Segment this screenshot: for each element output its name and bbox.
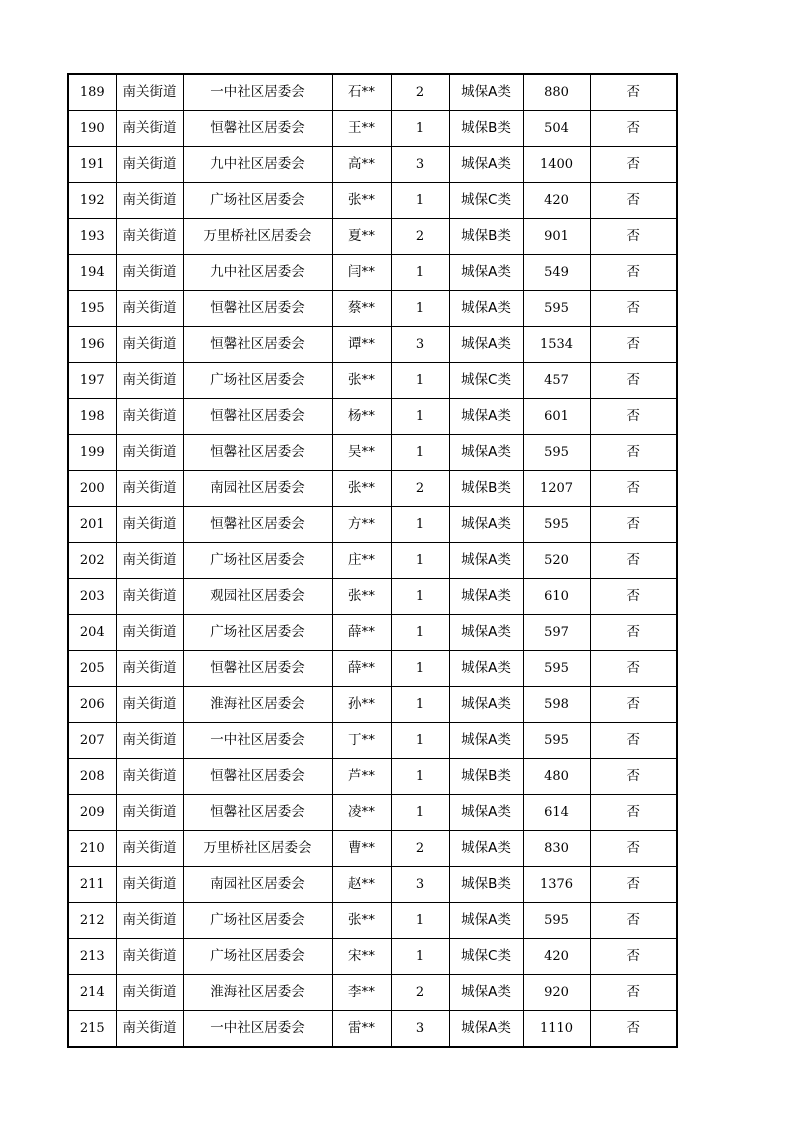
flag-cell: 否 bbox=[590, 1011, 677, 1048]
committee-name-cell: 广场社区居委会 bbox=[183, 363, 332, 399]
row-index-cell: 210 bbox=[68, 831, 116, 867]
insurance-category-cell: 城保A类 bbox=[449, 831, 523, 867]
insurance-category-cell: 城保A类 bbox=[449, 291, 523, 327]
household-count-cell: 1 bbox=[391, 291, 449, 327]
row-index-cell: 190 bbox=[68, 111, 116, 147]
table-row bbox=[68, 291, 677, 327]
street-name-cell: 南关街道 bbox=[116, 219, 183, 255]
committee-name-cell: 淮海社区居委会 bbox=[183, 687, 332, 723]
amount-cell: 598 bbox=[523, 687, 590, 723]
flag-cell: 否 bbox=[590, 543, 677, 579]
amount-cell: 595 bbox=[523, 903, 590, 939]
table-row bbox=[68, 1011, 677, 1048]
household-count-cell: 1 bbox=[391, 795, 449, 831]
amount-cell: 595 bbox=[523, 291, 590, 327]
committee-name-cell: 万里桥社区居委会 bbox=[183, 219, 332, 255]
insurance-category-cell: 城保A类 bbox=[449, 435, 523, 471]
table-row bbox=[68, 939, 677, 975]
row-index-cell: 207 bbox=[68, 723, 116, 759]
person-name-cell: 张** bbox=[332, 363, 391, 399]
person-name-cell: 庄** bbox=[332, 543, 391, 579]
flag-cell: 否 bbox=[590, 507, 677, 543]
row-index-cell: 195 bbox=[68, 291, 116, 327]
person-name-cell: 张** bbox=[332, 579, 391, 615]
flag-cell: 否 bbox=[590, 615, 677, 651]
committee-name-cell: 广场社区居委会 bbox=[183, 939, 332, 975]
insurance-category-cell: 城保A类 bbox=[449, 543, 523, 579]
flag-cell: 否 bbox=[590, 651, 677, 687]
street-name-cell: 南关街道 bbox=[116, 74, 183, 111]
committee-name-cell: 淮海社区居委会 bbox=[183, 975, 332, 1011]
insurance-category-cell: 城保A类 bbox=[449, 579, 523, 615]
committee-name-cell: 广场社区居委会 bbox=[183, 903, 332, 939]
table-row bbox=[68, 147, 677, 183]
amount-cell: 520 bbox=[523, 543, 590, 579]
table-row bbox=[68, 651, 677, 687]
table-row bbox=[68, 615, 677, 651]
row-index-cell: 197 bbox=[68, 363, 116, 399]
table-row bbox=[68, 471, 677, 507]
committee-name-cell: 广场社区居委会 bbox=[183, 615, 332, 651]
amount-cell: 610 bbox=[523, 579, 590, 615]
table-row bbox=[68, 363, 677, 399]
flag-cell: 否 bbox=[590, 183, 677, 219]
row-index-cell: 212 bbox=[68, 903, 116, 939]
household-count-cell: 2 bbox=[391, 471, 449, 507]
flag-cell: 否 bbox=[590, 759, 677, 795]
household-count-cell: 1 bbox=[391, 363, 449, 399]
amount-cell: 597 bbox=[523, 615, 590, 651]
person-name-cell: 雷** bbox=[332, 1011, 391, 1048]
amount-cell: 1207 bbox=[523, 471, 590, 507]
household-count-cell: 2 bbox=[391, 975, 449, 1011]
row-index-cell: 201 bbox=[68, 507, 116, 543]
street-name-cell: 南关街道 bbox=[116, 327, 183, 363]
committee-name-cell: 恒馨社区居委会 bbox=[183, 399, 332, 435]
flag-cell: 否 bbox=[590, 723, 677, 759]
person-name-cell: 芦** bbox=[332, 759, 391, 795]
table-row bbox=[68, 111, 677, 147]
table-row bbox=[68, 723, 677, 759]
insurance-category-cell: 城保A类 bbox=[449, 795, 523, 831]
table-row bbox=[68, 435, 677, 471]
street-name-cell: 南关街道 bbox=[116, 723, 183, 759]
committee-name-cell: 广场社区居委会 bbox=[183, 543, 332, 579]
table-row bbox=[68, 867, 677, 903]
street-name-cell: 南关街道 bbox=[116, 147, 183, 183]
household-count-cell: 1 bbox=[391, 507, 449, 543]
person-name-cell: 薛** bbox=[332, 651, 391, 687]
street-name-cell: 南关街道 bbox=[116, 1011, 183, 1048]
committee-name-cell: 一中社区居委会 bbox=[183, 1011, 332, 1048]
amount-cell: 601 bbox=[523, 399, 590, 435]
street-name-cell: 南关街道 bbox=[116, 795, 183, 831]
insurance-category-cell: 城保A类 bbox=[449, 507, 523, 543]
insurance-category-cell: 城保A类 bbox=[449, 615, 523, 651]
row-index-cell: 196 bbox=[68, 327, 116, 363]
committee-name-cell: 恒馨社区居委会 bbox=[183, 291, 332, 327]
person-name-cell: 李** bbox=[332, 975, 391, 1011]
street-name-cell: 南关街道 bbox=[116, 687, 183, 723]
committee-name-cell: 恒馨社区居委会 bbox=[183, 435, 332, 471]
amount-cell: 504 bbox=[523, 111, 590, 147]
insurance-category-cell: 城保B类 bbox=[449, 111, 523, 147]
household-count-cell: 1 bbox=[391, 543, 449, 579]
row-index-cell: 193 bbox=[68, 219, 116, 255]
row-index-cell: 211 bbox=[68, 867, 116, 903]
flag-cell: 否 bbox=[590, 74, 677, 111]
flag-cell: 否 bbox=[590, 399, 677, 435]
row-index-cell: 214 bbox=[68, 975, 116, 1011]
amount-cell: 1376 bbox=[523, 867, 590, 903]
household-count-cell: 2 bbox=[391, 219, 449, 255]
table-row bbox=[68, 399, 677, 435]
table-row bbox=[68, 219, 677, 255]
flag-cell: 否 bbox=[590, 147, 677, 183]
flag-cell: 否 bbox=[590, 975, 677, 1011]
flag-cell: 否 bbox=[590, 687, 677, 723]
amount-cell: 420 bbox=[523, 183, 590, 219]
amount-cell: 595 bbox=[523, 435, 590, 471]
insurance-category-cell: 城保C类 bbox=[449, 183, 523, 219]
household-count-cell: 2 bbox=[391, 831, 449, 867]
household-count-cell: 1 bbox=[391, 111, 449, 147]
row-index-cell: 206 bbox=[68, 687, 116, 723]
table-row bbox=[68, 579, 677, 615]
insurance-category-cell: 城保A类 bbox=[449, 255, 523, 291]
row-index-cell: 191 bbox=[68, 147, 116, 183]
street-name-cell: 南关街道 bbox=[116, 903, 183, 939]
amount-cell: 549 bbox=[523, 255, 590, 291]
street-name-cell: 南关街道 bbox=[116, 867, 183, 903]
street-name-cell: 南关街道 bbox=[116, 759, 183, 795]
insurance-category-cell: 城保B类 bbox=[449, 219, 523, 255]
insurance-category-cell: 城保A类 bbox=[449, 651, 523, 687]
person-name-cell: 张** bbox=[332, 903, 391, 939]
street-name-cell: 南关街道 bbox=[116, 579, 183, 615]
committee-name-cell: 恒馨社区居委会 bbox=[183, 111, 332, 147]
insurance-category-cell: 城保A类 bbox=[449, 975, 523, 1011]
amount-cell: 420 bbox=[523, 939, 590, 975]
flag-cell: 否 bbox=[590, 903, 677, 939]
table-row bbox=[68, 759, 677, 795]
household-count-cell: 1 bbox=[391, 723, 449, 759]
person-name-cell: 赵** bbox=[332, 867, 391, 903]
row-index-cell: 194 bbox=[68, 255, 116, 291]
amount-cell: 920 bbox=[523, 975, 590, 1011]
records-body bbox=[68, 74, 677, 1047]
table-row bbox=[68, 327, 677, 363]
table-row bbox=[68, 795, 677, 831]
person-name-cell: 吴** bbox=[332, 435, 391, 471]
person-name-cell: 谭** bbox=[332, 327, 391, 363]
committee-name-cell: 九中社区居委会 bbox=[183, 255, 332, 291]
row-index-cell: 198 bbox=[68, 399, 116, 435]
committee-name-cell: 恒馨社区居委会 bbox=[183, 795, 332, 831]
amount-cell: 1534 bbox=[523, 327, 590, 363]
household-count-cell: 3 bbox=[391, 867, 449, 903]
insurance-category-cell: 城保B类 bbox=[449, 867, 523, 903]
committee-name-cell: 一中社区居委会 bbox=[183, 723, 332, 759]
table-row bbox=[68, 903, 677, 939]
street-name-cell: 南关街道 bbox=[116, 255, 183, 291]
household-count-cell: 3 bbox=[391, 1011, 449, 1048]
flag-cell: 否 bbox=[590, 111, 677, 147]
flag-cell: 否 bbox=[590, 363, 677, 399]
table-row bbox=[68, 255, 677, 291]
insurance-category-cell: 城保A类 bbox=[449, 1011, 523, 1048]
table-row bbox=[68, 183, 677, 219]
table-row bbox=[68, 687, 677, 723]
insurance-category-cell: 城保A类 bbox=[449, 399, 523, 435]
committee-name-cell: 恒馨社区居委会 bbox=[183, 759, 332, 795]
household-count-cell: 3 bbox=[391, 327, 449, 363]
household-count-cell: 1 bbox=[391, 255, 449, 291]
street-name-cell: 南关街道 bbox=[116, 831, 183, 867]
row-index-cell: 204 bbox=[68, 615, 116, 651]
street-name-cell: 南关街道 bbox=[116, 651, 183, 687]
records-table bbox=[67, 73, 678, 1048]
household-count-cell: 1 bbox=[391, 183, 449, 219]
row-index-cell: 189 bbox=[68, 74, 116, 111]
person-name-cell: 凌** bbox=[332, 795, 391, 831]
flag-cell: 否 bbox=[590, 291, 677, 327]
person-name-cell: 丁** bbox=[332, 723, 391, 759]
row-index-cell: 205 bbox=[68, 651, 116, 687]
amount-cell: 901 bbox=[523, 219, 590, 255]
amount-cell: 880 bbox=[523, 74, 590, 111]
insurance-category-cell: 城保C类 bbox=[449, 363, 523, 399]
row-index-cell: 213 bbox=[68, 939, 116, 975]
committee-name-cell: 观园社区居委会 bbox=[183, 579, 332, 615]
household-count-cell: 1 bbox=[391, 759, 449, 795]
row-index-cell: 199 bbox=[68, 435, 116, 471]
household-count-cell: 1 bbox=[391, 435, 449, 471]
insurance-category-cell: 城保A类 bbox=[449, 74, 523, 111]
committee-name-cell: 恒馨社区居委会 bbox=[183, 507, 332, 543]
committee-name-cell: 南园社区居委会 bbox=[183, 867, 332, 903]
insurance-category-cell: 城保B类 bbox=[449, 759, 523, 795]
committee-name-cell: 广场社区居委会 bbox=[183, 183, 332, 219]
table-row bbox=[68, 507, 677, 543]
person-name-cell: 曹** bbox=[332, 831, 391, 867]
amount-cell: 614 bbox=[523, 795, 590, 831]
amount-cell: 1400 bbox=[523, 147, 590, 183]
committee-name-cell: 九中社区居委会 bbox=[183, 147, 332, 183]
row-index-cell: 202 bbox=[68, 543, 116, 579]
household-count-cell: 1 bbox=[391, 903, 449, 939]
insurance-category-cell: 城保A类 bbox=[449, 723, 523, 759]
street-name-cell: 南关街道 bbox=[116, 435, 183, 471]
person-name-cell: 薛** bbox=[332, 615, 391, 651]
household-count-cell: 1 bbox=[391, 687, 449, 723]
amount-cell: 830 bbox=[523, 831, 590, 867]
street-name-cell: 南关街道 bbox=[116, 291, 183, 327]
row-index-cell: 215 bbox=[68, 1011, 116, 1048]
committee-name-cell: 一中社区居委会 bbox=[183, 74, 332, 111]
household-count-cell: 1 bbox=[391, 399, 449, 435]
table-row bbox=[68, 543, 677, 579]
committee-name-cell: 恒馨社区居委会 bbox=[183, 327, 332, 363]
flag-cell: 否 bbox=[590, 435, 677, 471]
amount-cell: 595 bbox=[523, 651, 590, 687]
household-count-cell: 3 bbox=[391, 147, 449, 183]
flag-cell: 否 bbox=[590, 831, 677, 867]
row-index-cell: 200 bbox=[68, 471, 116, 507]
household-count-cell: 1 bbox=[391, 939, 449, 975]
street-name-cell: 南关街道 bbox=[116, 183, 183, 219]
committee-name-cell: 南园社区居委会 bbox=[183, 471, 332, 507]
flag-cell: 否 bbox=[590, 795, 677, 831]
committee-name-cell: 万里桥社区居委会 bbox=[183, 831, 332, 867]
flag-cell: 否 bbox=[590, 939, 677, 975]
amount-cell: 595 bbox=[523, 723, 590, 759]
insurance-category-cell: 城保A类 bbox=[449, 327, 523, 363]
insurance-category-cell: 城保A类 bbox=[449, 903, 523, 939]
amount-cell: 1110 bbox=[523, 1011, 590, 1048]
household-count-cell: 2 bbox=[391, 74, 449, 111]
street-name-cell: 南关街道 bbox=[116, 543, 183, 579]
person-name-cell: 高** bbox=[332, 147, 391, 183]
person-name-cell: 孙** bbox=[332, 687, 391, 723]
table-row bbox=[68, 831, 677, 867]
person-name-cell: 闫** bbox=[332, 255, 391, 291]
insurance-category-cell: 城保C类 bbox=[449, 939, 523, 975]
street-name-cell: 南关街道 bbox=[116, 975, 183, 1011]
committee-name-cell: 恒馨社区居委会 bbox=[183, 651, 332, 687]
street-name-cell: 南关街道 bbox=[116, 939, 183, 975]
person-name-cell: 张** bbox=[332, 183, 391, 219]
insurance-category-cell: 城保B类 bbox=[449, 471, 523, 507]
row-index-cell: 208 bbox=[68, 759, 116, 795]
person-name-cell: 石** bbox=[332, 74, 391, 111]
amount-cell: 480 bbox=[523, 759, 590, 795]
flag-cell: 否 bbox=[590, 255, 677, 291]
street-name-cell: 南关街道 bbox=[116, 363, 183, 399]
household-count-cell: 1 bbox=[391, 651, 449, 687]
flag-cell: 否 bbox=[590, 579, 677, 615]
row-index-cell: 209 bbox=[68, 795, 116, 831]
street-name-cell: 南关街道 bbox=[116, 471, 183, 507]
row-index-cell: 192 bbox=[68, 183, 116, 219]
flag-cell: 否 bbox=[590, 867, 677, 903]
insurance-category-cell: 城保A类 bbox=[449, 687, 523, 723]
person-name-cell: 张** bbox=[332, 471, 391, 507]
street-name-cell: 南关街道 bbox=[116, 399, 183, 435]
amount-cell: 457 bbox=[523, 363, 590, 399]
person-name-cell: 蔡** bbox=[332, 291, 391, 327]
table-row bbox=[68, 74, 677, 111]
household-count-cell: 1 bbox=[391, 579, 449, 615]
street-name-cell: 南关街道 bbox=[116, 615, 183, 651]
person-name-cell: 方** bbox=[332, 507, 391, 543]
amount-cell: 595 bbox=[523, 507, 590, 543]
flag-cell: 否 bbox=[590, 327, 677, 363]
flag-cell: 否 bbox=[590, 219, 677, 255]
insurance-category-cell: 城保A类 bbox=[449, 147, 523, 183]
table-row bbox=[68, 975, 677, 1011]
person-name-cell: 宋** bbox=[332, 939, 391, 975]
street-name-cell: 南关街道 bbox=[116, 111, 183, 147]
flag-cell: 否 bbox=[590, 471, 677, 507]
person-name-cell: 夏** bbox=[332, 219, 391, 255]
row-index-cell: 203 bbox=[68, 579, 116, 615]
street-name-cell: 南关街道 bbox=[116, 507, 183, 543]
household-count-cell: 1 bbox=[391, 615, 449, 651]
person-name-cell: 王** bbox=[332, 111, 391, 147]
person-name-cell: 杨** bbox=[332, 399, 391, 435]
